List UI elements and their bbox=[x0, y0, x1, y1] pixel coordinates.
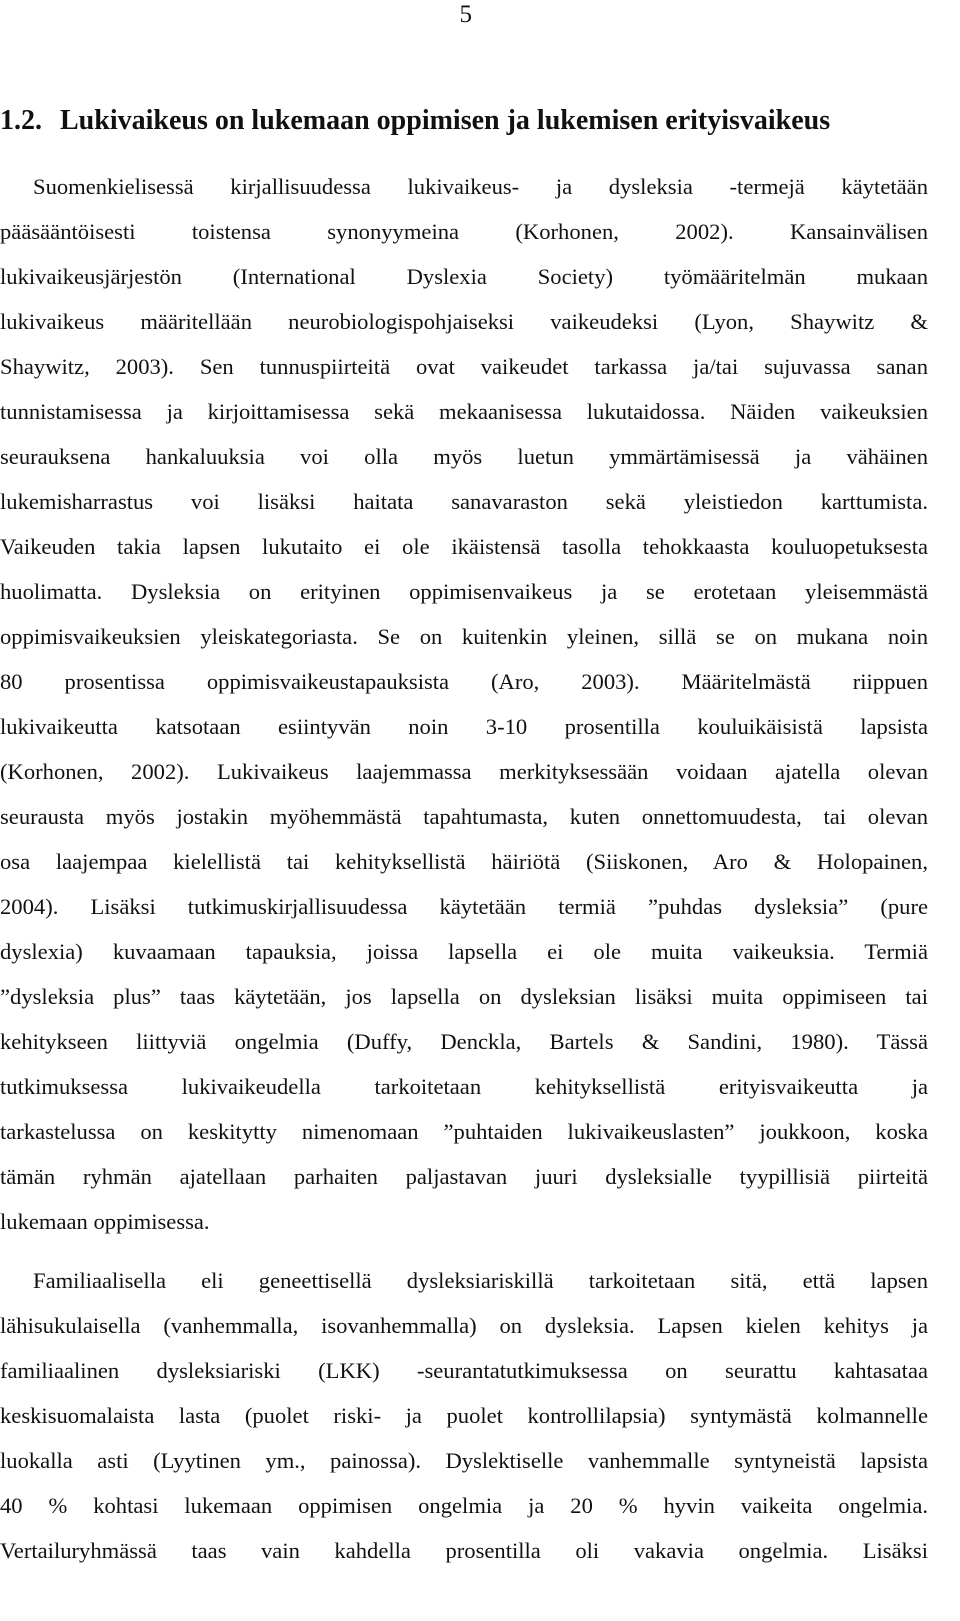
paragraph-line: Vertailuryhmässä taas vain kahdella prosentilla oli vakavia ongelmia. Lisäksi bbox=[0, 1538, 928, 1563]
paragraph-1 bbox=[0, 164, 928, 1244]
paragraph-2 bbox=[0, 1258, 928, 1573]
paragraph-line: Shaywitz, 2003). Sen tunnuspiirteitä ovat vaikeudet tarkassa ja/tai sujuvassa sanan bbox=[0, 354, 928, 379]
paragraph-line: lukemisharrastus voi lisäksi haitata sanavaraston sekä yleistiedon karttumista. bbox=[0, 489, 928, 514]
paragraph-line: Vaikeuden takia lapsen lukutaito ei ole ikäistensä tasolla tehokkaasta kouluopetuksesta bbox=[0, 534, 928, 559]
paragraph-line: luokalla asti (Lyytinen ym., painossa). Dyslektiselle vanhemmalle syntyneistä lapsista bbox=[0, 1448, 928, 1473]
paragraph-line: oppimisvaikeuksien yleiskategoriasta. Se on kuitenkin yleinen, sillä se on mukana noin bbox=[0, 624, 928, 649]
page-number: 5 bbox=[459, 1, 472, 28]
paragraph-line: pääsääntöisesti toistensa synonyymeina (Korhonen, 2002). Kansainvälisen bbox=[0, 219, 928, 244]
section-title: Lukivaikeus on lukemaan oppimisen ja lukemisen erityisvaikeus bbox=[60, 105, 831, 136]
paragraph-line: lukivaikeutta katsotaan esiintyvän noin 3-10 prosentilla kouluikäisistä lapsista bbox=[0, 714, 928, 739]
paragraph-line: kehitykseen liittyviä ongelmia (Duffy, Denckla, Bartels & Sandini, 1980). Tässä bbox=[0, 1029, 928, 1054]
paragraph-line: huolimatta. Dysleksia on erityinen oppimisenvaikeus ja se erotetaan yleisemmästä bbox=[0, 579, 928, 604]
paragraph-line: keskisuomalaista lasta (puolet riski- ja puolet kontrollilapsia) syntymästä kolmannelle bbox=[0, 1403, 928, 1428]
section-heading bbox=[0, 104, 960, 138]
paragraph-line: Familiaalisella eli geneettisellä dysleksiariskillä tarkoitetaan sitä, että lapsen bbox=[33, 1268, 928, 1293]
paragraph-line: (Korhonen, 2002). Lukivaikeus laajemmassa merkityksessään voidaan ajatella olevan bbox=[0, 759, 928, 784]
paragraph-line: tutkimuksessa lukivaikeudella tarkoitetaan kehityksellistä erityisvaikeutta ja bbox=[0, 1074, 928, 1099]
paragraph-line: 2004). Lisäksi tutkimuskirjallisuudessa käytetään termiä ”puhdas dysleksia” (pure bbox=[0, 894, 928, 919]
paragraph-line: ”dysleksia plus” taas käytetään, jos lapsella on dysleksian lisäksi muita oppimiseen tai bbox=[0, 984, 928, 1009]
paragraph-line: tarkastelussa on keskitytty nimenomaan ”puhtaiden lukivaikeuslasten” joukkoon, koska bbox=[0, 1119, 928, 1144]
paragraph-line: lukemaan oppimisessa. bbox=[0, 1209, 210, 1234]
paragraph-line: lukivaikeusjärjestön (International Dyslexia Society) työmääritelmän mukaan bbox=[0, 264, 928, 289]
section-number: 1.2. bbox=[0, 105, 42, 136]
paragraph-line: lähisukulaisella (vanhemmalla, isovanhemmalla) on dysleksia. Lapsen kielen kehitys ja bbox=[0, 1313, 928, 1338]
paragraph-line: 80 prosentissa oppimisvaikeustapauksista (Aro, 2003). Määritelmästä riippuen bbox=[0, 669, 928, 694]
paragraph-line: 40 % kohtasi lukemaan oppimisen ongelmia ja 20 % hyvin vaikeita ongelmia. bbox=[0, 1493, 928, 1518]
paragraph-line: seurauksena hankaluuksia voi olla myös luetun ymmärtämisessä ja vähäinen bbox=[0, 444, 928, 469]
paragraph-line: familiaalinen dysleksiariski (LKK) -seurantatutkimuksessa on seurattu kahtasataa bbox=[0, 1358, 928, 1383]
paragraph-line: lukivaikeus määritellään neurobiologispohjaiseksi vaikeudeksi (Lyon, Shaywitz & bbox=[0, 309, 928, 334]
paragraph-line: Suomenkielisessä kirjallisuudessa lukivaikeus- ja dysleksia -termejä käytetään bbox=[33, 174, 928, 199]
paragraph-line: dyslexia) kuvaamaan tapauksia, joissa lapsella ei ole muita vaikeuksia. Termiä bbox=[0, 939, 928, 964]
paragraph-line: tämän ryhmän ajatellaan parhaiten paljastavan juuri dysleksialle tyypillisiä piirteitä bbox=[0, 1164, 928, 1189]
paragraph-line: tunnistamisessa ja kirjoittamisessa sekä mekaanisessa lukutaidossa. Näiden vaikeuksien bbox=[0, 399, 928, 424]
paragraph-line: osa laajempaa kielellistä tai kehityksellistä häiriötä (Siiskonen, Aro & Holopainen, bbox=[0, 849, 928, 874]
paragraph-line: seurausta myös jostakin myöhemmästä tapahtumasta, kuten onnettomuudesta, tai olevan bbox=[0, 804, 928, 829]
